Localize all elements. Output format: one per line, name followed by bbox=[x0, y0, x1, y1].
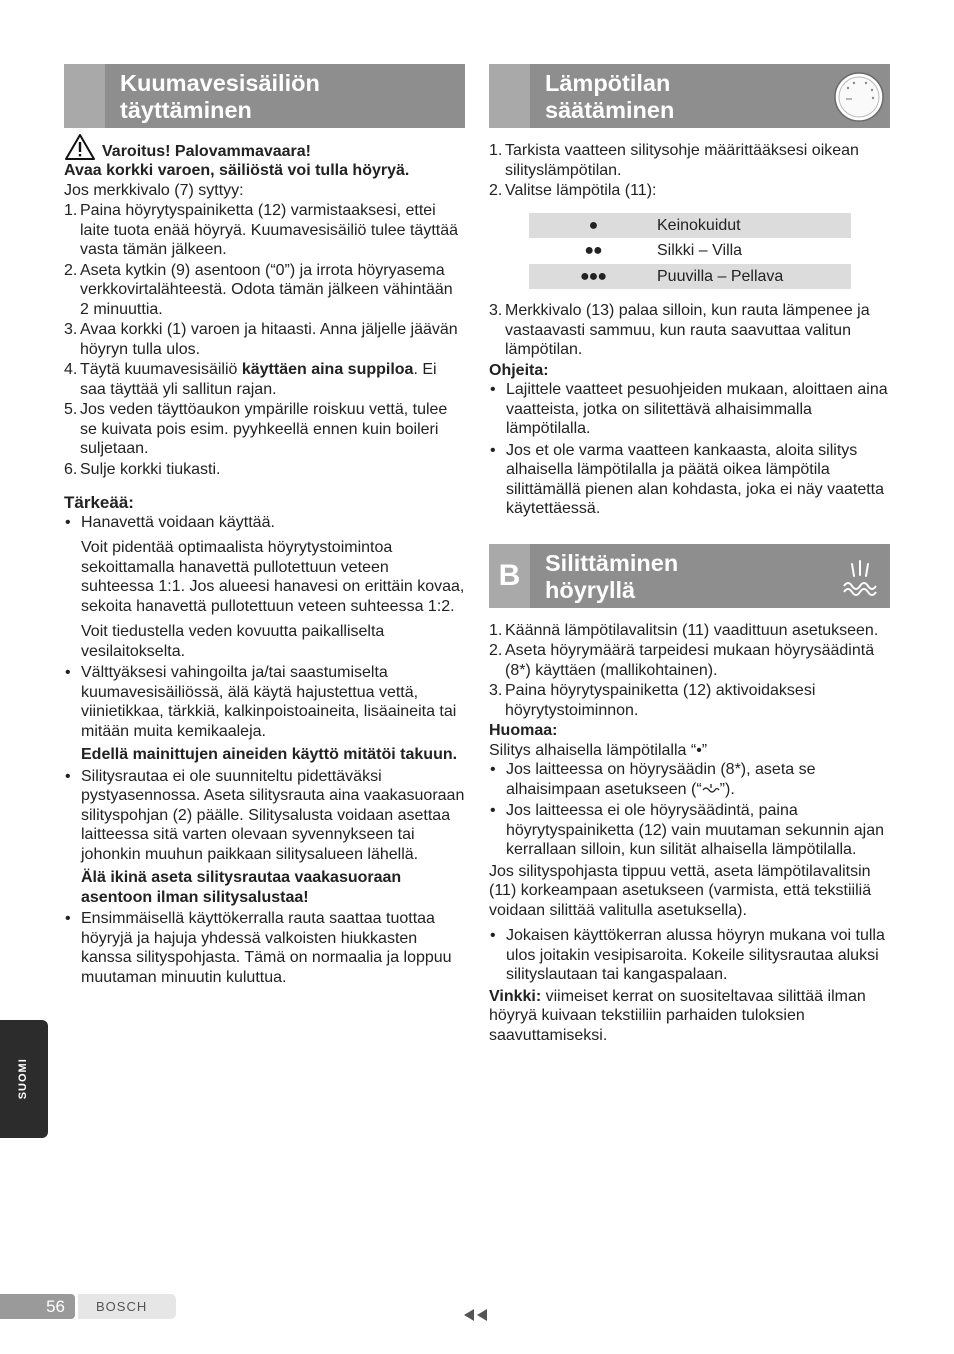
section-title: Kuumavesisäiliön täyttäminen bbox=[120, 70, 320, 123]
temperature-dial-icon bbox=[832, 70, 886, 124]
section-title: Lämpötilan säätäminen bbox=[545, 70, 675, 123]
section-header-steam bbox=[489, 544, 890, 608]
list-item: 1. Tarkista vaatteen silitysohje määrittääksesi oikean silityslämpötilan. bbox=[489, 142, 859, 179]
brand-label: BOSCH bbox=[78, 1294, 176, 1319]
list-item: 6. Sulje korkki tiukasti. bbox=[64, 460, 221, 478]
temperature-table bbox=[529, 213, 851, 290]
table-row: ●● Silkki – Villa bbox=[584, 242, 743, 259]
steam-icon bbox=[832, 550, 886, 604]
back-arrows-icon bbox=[462, 1307, 490, 1323]
warning-text: Avaa korkki varoen, säiliöstä voi tulla höyryä. bbox=[64, 162, 410, 179]
list-item: 1. Käännä lämpötilavalitsin (11) vaadittuun asetukseen. bbox=[489, 621, 879, 639]
table-row: ●●● Puuvilla – Pellava bbox=[529, 264, 851, 290]
left-column bbox=[64, 64, 465, 989]
page-number: 56 bbox=[0, 1294, 75, 1319]
list-item: • Ensimmäisellä käyttökerralla rauta saattaa tuottaa höyryjä ja hajuja yhdessä valkoisten hiukkasten kanssa silityspohjasta. Tämä on normaalia ja loppuu muutaman minuutin kuluttua. bbox=[65, 910, 452, 986]
list-item: • Jos laitteessa ei ole höyrysäädintä, paina höyrytyspainiketta (12) vain muutaman sekunnin ajan kerrallaan silloin, kun silität alhaisella lämpötilalla. bbox=[490, 802, 884, 858]
section-title: Silittäminen höyryllä bbox=[545, 549, 679, 603]
warning-heading: Varoitus! Palovammavaara! bbox=[64, 133, 465, 161]
list-item: 3. Paina höyrytyspainiketta (12) aktivoidaksesi höyrytystoiminnon. bbox=[489, 682, 816, 719]
section-tab-b: B bbox=[489, 544, 530, 608]
temp-steps-list-2 bbox=[489, 301, 890, 360]
note-intro: Silitys alhaisella lämpötilalla “•” bbox=[489, 741, 708, 759]
temp-steps-list bbox=[489, 141, 890, 201]
important-heading: Tärkeää: bbox=[64, 493, 134, 512]
list-item: • Välttyäksesi vahingoilta ja/tai saastumiselta kuumavesisäiliössä, älä käytä hajustettua vettä, viinietikkaa, tärkkiä, kalkinpoistoaineita, lisäaineita tai mitään muita kemikaaleja. Edellä mainittujen aineiden käyttö mitätöi takuun. bbox=[65, 664, 458, 763]
list-item: 2. Aseta kytkin (9) asentoon (“0”) ja irrota höyryasema verkkovirtalähteestä. Odota tämän jälkeen vähintään 2 minuuttia. bbox=[64, 261, 453, 318]
list-item: • Jos et ole varma vaatteen kankaasta, aloita silitys alhaisella lämpötilalla ja päätä oikea lämpötila silittämällä pienen alan kohdasta, joka ei näy vaatetta käytettäessä. bbox=[490, 441, 885, 517]
list-item: 3. Merkkivalo (13) palaa silloin, kun rauta lämpenee ja vastaavasti sammuu, kun rauta saavuttaa valitun lämpötilan. bbox=[489, 302, 870, 358]
hints-list bbox=[489, 380, 890, 519]
tip-paragraph: Vinkki: viimeiset kerrat on suositeltavaa silittää ilman höyryä kuivaan tekstiiliin parhaiden tuloksien saavuttamiseksi. bbox=[489, 987, 866, 1044]
note-heading: Huomaa: bbox=[489, 722, 558, 739]
fill-steps-list bbox=[64, 201, 465, 479]
important-list bbox=[64, 513, 465, 988]
steam-steps-list bbox=[489, 621, 890, 721]
list-item: 5. Jos veden täyttöaukon ympärille roiskuu vettä, tulee se kuivata pois esim. pyyhkeellä ennen kuin boileri suljetaan. bbox=[64, 401, 448, 457]
list-item: • Jokaisen käyttökerran alussa höyryn mukana voi tulla ulos joitakin vesipisaroita. Kokeile silitysrautaa aluksi silityslautaan tai kangaspalaan. bbox=[490, 927, 885, 983]
intro-text: Jos merkkivalo (7) syttyy: bbox=[64, 181, 244, 199]
list-item: • Jos laitteessa on höyrysäädin (8*), aseta se alhaisimpaan asetukseen (“ ”). bbox=[490, 761, 816, 798]
section-header-water-tank bbox=[64, 64, 465, 128]
section-tab bbox=[64, 64, 105, 128]
section-header-temperature bbox=[489, 64, 890, 128]
section-tab bbox=[489, 64, 530, 128]
table-row: ● Keinokuidut bbox=[529, 213, 851, 239]
list-item: 2. Valitse lämpötila (11): bbox=[489, 182, 657, 199]
steam-low-icon bbox=[702, 783, 720, 795]
list-item: 2. Aseta höyrymäärä tarpeidesi mukaan höyrysäädintä (8*) käyttäen (mallikohtainen). bbox=[489, 642, 875, 679]
right-column bbox=[489, 64, 890, 1045]
list-item: 3. Avaa korkki (1) varoen ja hitaasti. Anna jäljelle jäävän höyryn tulla ulos. bbox=[64, 321, 458, 358]
hints-heading: Ohjeita: bbox=[489, 361, 549, 379]
list-item: • Hanavettä voidaan käyttää. Voit pidentää optimaalista höyrytystoimintoa sekoittamalla hanavettä pullotettuun veteen suhteessa 1:1. Jos alueesi hanavesi on erittäin kovaa, sekoita hanavettä pullotettuun veteen suhteessa 1:2. Voit tiedustella veden kovuutta paikalliselta vesilaitokselta. bbox=[65, 513, 465, 660]
warning-triangle-icon bbox=[64, 133, 96, 161]
list-item: 1. Paina höyrytyspainiketta (12) varmistaaksesi, ettei laite tuota enää höyryä. Kuumavesisäiliö tulee täyttää vasta tämän jälkeen. bbox=[64, 202, 459, 258]
drip-paragraph: Jos silityspohjasta tippuu vettä, aseta lämpötilavalitsin (11) korkeampaan asetukseen (varmista, että tekstiiliä voidaan silittää valitulla asetuksella). bbox=[489, 862, 872, 919]
page-footer bbox=[0, 1294, 176, 1319]
note-list bbox=[489, 760, 890, 860]
list-item: 4. Täytä kuumavesisäiliö käyttäen aina suppiloa. Ei saa täyttää yli sallitun rajan. bbox=[64, 361, 437, 398]
language-side-tab: SUOMI bbox=[0, 1020, 48, 1138]
note-list-2 bbox=[489, 926, 890, 985]
list-item: • Lajittele vaatteet pesuohjeiden mukaan, aloittaen aina vaatteista, jotka on silitettävä alhaisimmalla lämpötilalla. bbox=[490, 381, 888, 437]
list-item: • Silitysrautaa ei ole suunniteltu pidettäväksi pystyasennossa. Aseta silitysrauta aina vaakasuoraan silityspohjan (2) päälle. Silitysalusta voidaan asettaa laitteessa sitä varten olevaan syvennykseen tai johonkin muuhun paikkaan silitysalueen lähellä. Älä ikinä aseta silitysrautaa vaakasuoraan asentoon ilman silitysalustaa! bbox=[65, 767, 465, 906]
